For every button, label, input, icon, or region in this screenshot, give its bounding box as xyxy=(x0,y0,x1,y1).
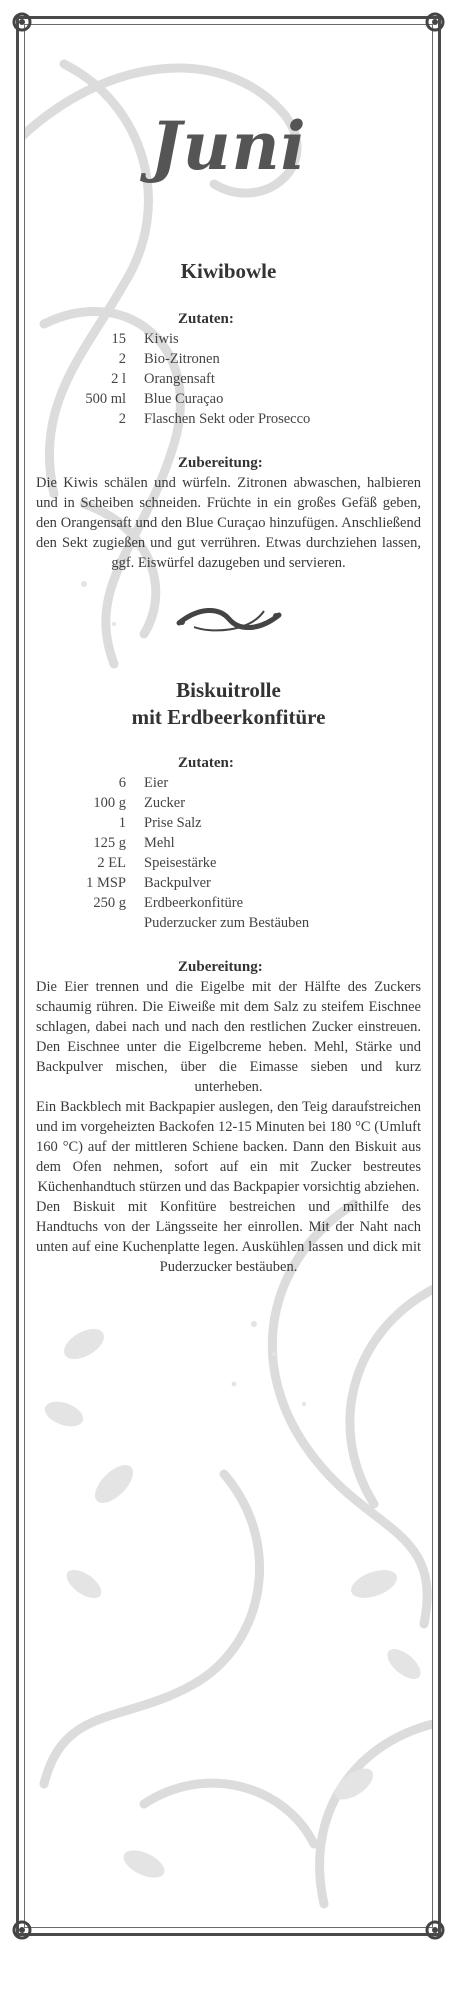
ingredient-row xyxy=(34,409,423,429)
preparation-text: Die Kiwis schälen und würfeln. Zitronen abwaschen, halbieren und in Scheiben schneiden. Früchte in ein großes Gefäß geben, den Orangensaft und den Blue Curaçao hinzufügen. Anschließend den Sekt zugießen und gut verrühren. Etwas durchziehen lassen, ggf. Eiswürfel dazugeben und servieren. xyxy=(36,475,421,571)
ingredient-name: Speisestärke xyxy=(144,855,217,871)
ingredient-name: Prise Salz xyxy=(144,815,202,831)
flourish-divider-icon xyxy=(174,603,284,637)
preparation-heading: Zubereitung: xyxy=(178,455,263,471)
ingredient-name: Erdbeerkonfitüre xyxy=(144,895,244,911)
preparation-text: Die Eier trennen und die Eigelbe mit der Hälfte des Zuckers schaumig rühren. Die Eiweiße mit dem Salz zu steifem Eischnee schlagen, dabei nach und nach den restlichen Zucker einstreuen. Den Eischnee unter die Eigelbcreme heben. Mehl, Stärke und Backpulver mischen, über die Eimasse sieben und kurz unterheben. xyxy=(36,979,421,1095)
ingredient-row xyxy=(34,329,423,349)
ingredient-row xyxy=(34,793,423,813)
ingredient-name: Flaschen Sekt oder Prosecco xyxy=(144,411,311,427)
ingredient-qty: 6 xyxy=(118,775,126,791)
ingredient-name: Orangensaft xyxy=(144,371,215,387)
ingredient-name: Kiwis xyxy=(144,331,179,347)
ingredient-name: Zucker xyxy=(144,795,186,811)
recipe-title-line: Kiwibowle xyxy=(180,259,277,283)
preparation-heading: Zubereitung: xyxy=(178,959,263,975)
ingredient-qty: 125 g xyxy=(93,835,126,851)
ingredient-qty xyxy=(34,913,144,933)
ingredient-name: Eier xyxy=(144,775,169,791)
ingredient-row xyxy=(34,833,423,853)
ingredient-name: Puderzucker zum Bestäuben xyxy=(144,915,310,931)
ingredient-name: Backpulver xyxy=(144,875,211,891)
recipe-biskuitrolle xyxy=(34,637,423,1277)
ingredient-name: Blue Curaçao xyxy=(144,391,224,407)
recipe-title xyxy=(34,258,423,285)
ingredients-list xyxy=(34,773,423,933)
ingredient-name: Mehl xyxy=(144,835,175,851)
ingredient-row xyxy=(34,893,423,913)
recipe-title-line: mit Erdbeerkonfitüre xyxy=(131,705,326,729)
corner-ornament-bottom-right xyxy=(422,1917,448,1943)
corner-ornament-top-left xyxy=(9,9,35,35)
ingredient-qty: 1 MSP xyxy=(86,875,126,891)
ingredient-row xyxy=(34,349,423,369)
recipe-title-line: Biskuitrolle xyxy=(176,678,281,702)
preparation-text: Den Biskuit mit Konfitüre bestreichen und mithilfe des Handtuchs von der Längsseite her einrollen. Mit der Naht nach unten auf eine Kuchenplatte legen. Auskühlen lassen und dick mit Puderzucker bestäuben. xyxy=(36,1199,421,1275)
ingredient-qty: 100 g xyxy=(93,795,126,811)
ingredient-row xyxy=(34,813,423,833)
ingredient-qty: 15 xyxy=(111,331,126,347)
ingredients-list xyxy=(34,329,423,429)
ingredient-row xyxy=(34,853,423,873)
recipe-kiwibowle xyxy=(34,186,423,573)
ingredient-row xyxy=(34,389,423,409)
ingredient-qty: 2 xyxy=(118,351,126,367)
corner-ornament-top-right xyxy=(422,9,448,35)
ingredient-row xyxy=(34,913,423,933)
ingredient-qty: 1 xyxy=(118,815,126,831)
ingredients-heading: Zutaten: xyxy=(178,755,234,771)
corner-ornament-bottom-left xyxy=(9,1917,35,1943)
ingredient-row xyxy=(34,873,423,893)
page-content xyxy=(34,30,423,1277)
ingredient-name: Bio-Zitronen xyxy=(144,351,220,367)
preparation-text: Ein Backblech mit Backpapier auslegen, den Teig daraufstreichen und im vorgeheizten Backofen 12-15 Minuten bei 180 °C (Umluft 160 °C) auf der mittleren Schiene backen. Dann den Biskuit aus dem Ofen nehmen, sofort auf ein mit Zucker bestreutes Küchenhandtuch stürzen und das Backpapier vorsichtig abziehen. xyxy=(36,1099,421,1195)
month-title: Juni xyxy=(150,107,307,185)
ingredient-row xyxy=(34,773,423,793)
ingredient-qty: 500 ml xyxy=(85,391,126,407)
ingredient-qty: 2 l xyxy=(111,371,126,387)
ingredients-heading: Zutaten: xyxy=(178,311,234,327)
ingredient-qty: 2 EL xyxy=(97,855,126,871)
ingredient-qty: 250 g xyxy=(93,895,126,911)
recipe-title xyxy=(34,677,423,731)
ingredient-qty: 2 xyxy=(118,411,126,427)
ingredient-row xyxy=(34,369,423,389)
